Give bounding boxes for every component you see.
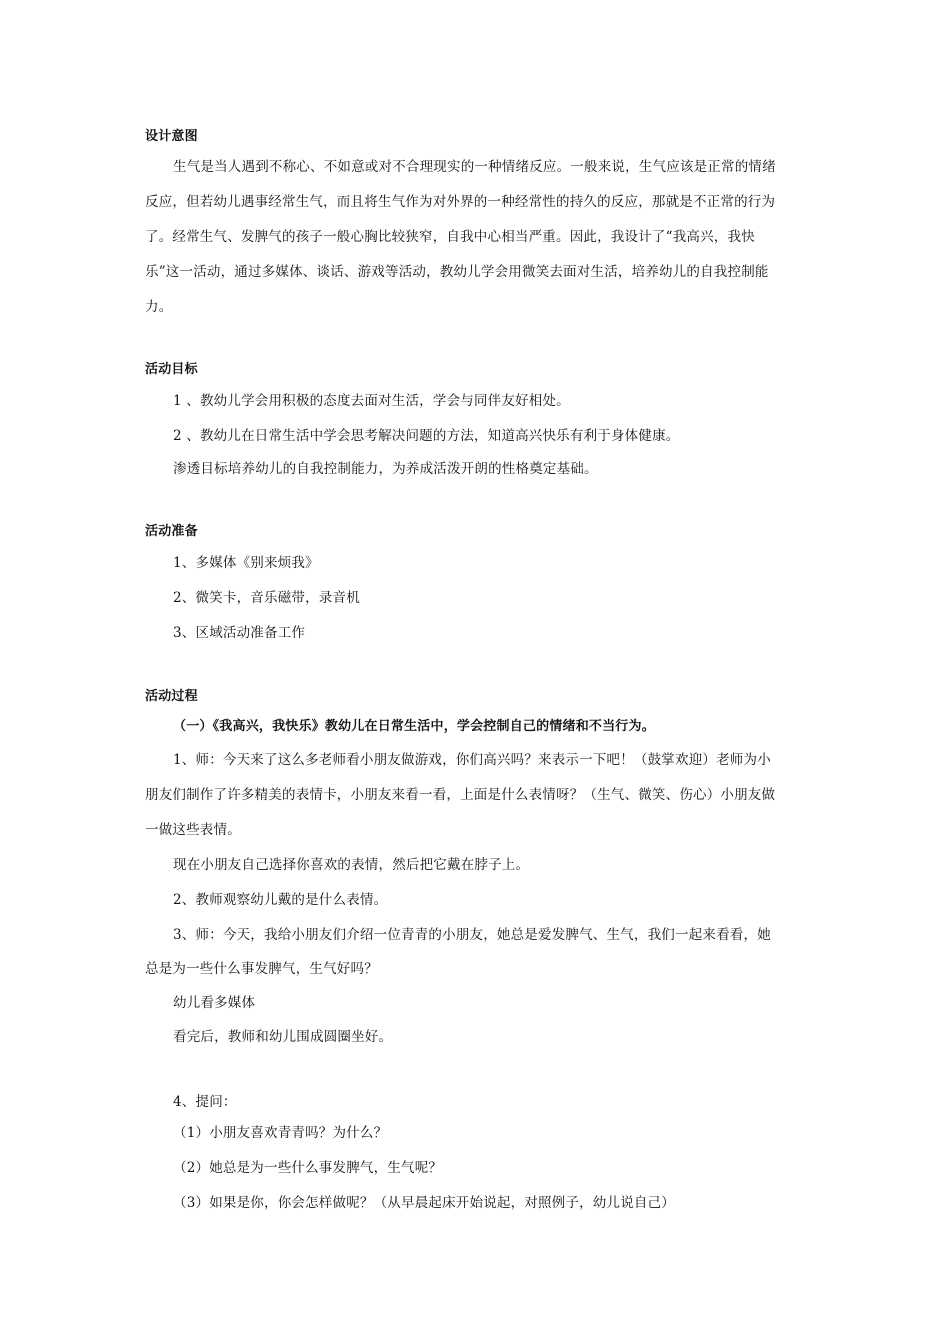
process-watch: 幼儿看多媒体 xyxy=(173,995,256,1011)
process-step4: 4、提问： xyxy=(173,1094,237,1110)
prep-item: 3、区域活动准备工作 xyxy=(173,625,306,641)
goal-item: 渗透目标培养幼儿的自我控制能力，为养成活泼开朗的性格奠定基础。 xyxy=(173,461,598,477)
goal-item: 2 、教幼儿在日常生活中学会思考解决问题的方法，知道高兴快乐有利于身体健康。 xyxy=(173,428,680,444)
question-item: （1）小朋友喜欢青青吗？为什么？ xyxy=(173,1125,388,1141)
design-paragraph-line: 力。 xyxy=(145,299,173,315)
section-title-process: 活动过程 xyxy=(145,689,198,704)
process-step2: 2、教师观察幼儿戴的是什么表情。 xyxy=(173,892,388,908)
design-paragraph-line: 乐”这一活动，通过多媒体、谈话、游戏等活动，教幼儿学会用微笑去面对生活，培养幼儿的自我控制能 xyxy=(145,264,769,280)
process-sub-title: （一）《我高兴，我快乐》教幼儿在日常生活中，学会控制自己的情绪和不当行为。 xyxy=(173,719,655,734)
process-step3-line: 总是为一些什么事发脾气，生气好吗？ xyxy=(145,961,378,977)
process-step1-follow: 现在小朋友自己选择你喜欢的表情，然后把它戴在脖子上。 xyxy=(173,857,530,873)
process-step1-line: 一做这些表情。 xyxy=(145,822,241,838)
question-item: （3）如果是你，你会怎样做呢？（从早晨起床开始说起，对照例子，幼儿说自己） xyxy=(173,1195,675,1211)
section-title-goals: 活动目标 xyxy=(145,362,198,377)
section-title-design: 设计意图 xyxy=(145,129,198,144)
design-paragraph-line: 反应，但若幼儿遇事经常生气，而且将生气作为对外界的一种经常性的持久的反应，那就是不正常的行为 xyxy=(145,194,776,210)
process-after: 看完后，教师和幼儿围成圆圈坐好。 xyxy=(173,1029,393,1045)
process-step3-line: 3、师：今天，我给小朋友们介绍一位青青的小朋友，她总是爱发脾气、生气，我们一起来看看，她 xyxy=(173,927,771,943)
section-title-prep: 活动准备 xyxy=(145,524,198,539)
goal-item: 1 、教幼儿学会用积极的态度去面对生活，学会与同伴友好相处。 xyxy=(173,393,570,409)
process-step1-line: 朋友们制作了许多精美的表情卡，小朋友来看一看，上面是什么表情呀？（生气、微笑、伤心）小朋友做 xyxy=(145,787,776,803)
process-step1-line: 1、师：今天来了这么多老师看小朋友做游戏，你们高兴吗？来表示一下吧！（鼓掌欢迎）老师为小 xyxy=(173,752,771,768)
question-item: （2）她总是为一些什么事发脾气，生气呢？ xyxy=(173,1160,443,1176)
prep-item: 1、多媒体《别来烦我》 xyxy=(173,555,319,571)
design-paragraph-line: 了。经常生气、发脾气的孩子一般心胸比较狭窄，自我中心相当严重。因此，我设计了“我高兴，我快 xyxy=(145,229,755,245)
design-paragraph-line: 生气是当人遇到不称心、不如意或对不合理现实的一种情绪反应。一般来说，生气应该是正常的情绪 xyxy=(173,159,776,175)
prep-item: 2、微笑卡，音乐磁带，录音机 xyxy=(173,590,360,606)
